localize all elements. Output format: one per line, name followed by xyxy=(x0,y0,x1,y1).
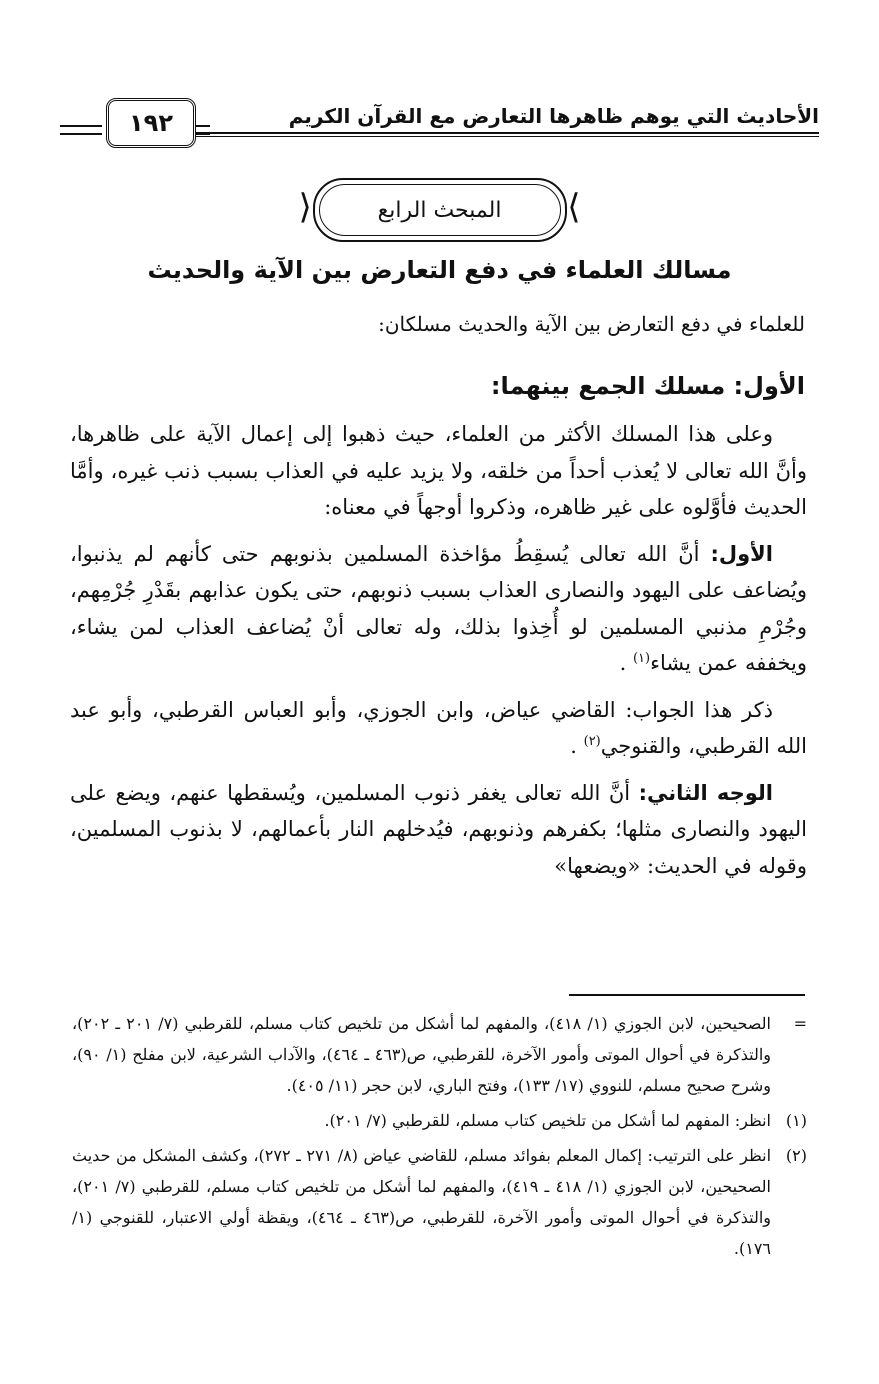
header-rule xyxy=(129,132,819,137)
subheading-first-approach: الأول: مسلك الجمع بينهما: xyxy=(490,372,805,400)
footnote-continuation-mark: = xyxy=(793,1014,807,1033)
footnote-2-text: انظر على الترتيب: إكمال المعلم بفوائد مسلم، للقاضي عياض (٨/ ٢٧١ ـ ٢٧٢)، وكشف المشكل من حديث الصحيحين، لابن الجوزي (١/ ٤١٨ ـ ٤١٩)، والمفهم لما أشكل من تلخيص كتاب مسلم، للقرطبي (٧/ ٢٠١)، والتذكرة في أحوال الموتى وأمور الآخرة، للقرطبي، ص(٤٦٣ ـ ٤٦٤)، ويقظة أولي الاعتبار، للقنوجي (١/ ١٧٦). xyxy=(72,1146,772,1258)
header-title: الأحاديث التي يوهم ظاهرها التعارض مع القرآن الكريم xyxy=(288,104,819,128)
footnote-2-mark: (٢) xyxy=(785,1146,807,1165)
footnote-continuation-text: الصحيحين، لابن الجوزي (١/ ٤١٨)، والمفهم لما أشكل من تلخيص كتاب مسلم، للقرطبي (٧/ ٢٠١ ـ ٢٠٢)، والتذكرة في أحوال الموتى وأمور الآخرة، للقرطبي، ص(٤٦٣ ـ ٤٦٤)، والآداب الشرعية، لابن مفلح (١/ ٩٠)، وشرح صحيح مسلم، للنووي (١٧/ ١٣٣)، وفتح الباري، لابن حجر (١١/ ٤٠٥). xyxy=(72,1014,772,1095)
footnote-separator xyxy=(569,994,805,996)
footnote-2 xyxy=(72,1140,807,1264)
section-intro: للعلماء في دفع التعارض بين الآية والحديث مسلكان: xyxy=(378,312,805,336)
body-text xyxy=(70,416,807,894)
footnote-1-text: انظر: المفهم لما أشكل من تلخيص كتاب مسلم، للقرطبي (٧/ ٢٠١). xyxy=(324,1111,771,1130)
cartouche-curl-left-icon: ⟨ xyxy=(298,187,312,227)
footnotes xyxy=(72,1008,807,1268)
section-cartouche xyxy=(298,178,581,242)
footnote-1 xyxy=(72,1105,807,1136)
footnote-continuation xyxy=(72,1008,807,1101)
paragraph-4 xyxy=(70,775,807,885)
paragraph-2: الأول: أنَّ الله تعالى يُسقِطُ مؤاخذة المسلمين بذنوبهم حتى كأنهم لم يذنبوا، ويُضاعف على اليهود والنصارى العذاب بسبب ذنوبهم، حتى يكون عذابهم بقَدْرِ جُرْمِهم، وجُرْمِ مذنبي المسلمين لو أُخِذوا بذلك، وله تعالى أنْ يُضاعف العذاب لمن يشاء، ويخففه عمن يشاء$^{(١)}$ . xyxy=(70,541,807,675)
paragraph-3-text: ذكر هذا الجواب: القاضي عياض، وابن الجوزي، وأبو العباس القرطبي، وأبو عبد الله القرطبي، والقنوجي xyxy=(70,697,807,758)
footnote-ref-2: (٢) xyxy=(583,734,601,749)
footnote-1-mark: (١) xyxy=(785,1111,807,1130)
paragraph-4-lead: الوجه الثاني: xyxy=(638,780,773,805)
header-ornament-left xyxy=(60,125,102,135)
paragraph-2-lead: الأول: xyxy=(710,541,773,566)
running-header xyxy=(60,98,819,148)
footnote-ref-1: (١) xyxy=(632,651,651,666)
section-cartouche-wrapper xyxy=(0,178,879,242)
paragraph-1: وعلى هذا المسلك الأكثر من العلماء، حيث ذهبوا إلى إعمال الآية على ظاهرها، وأنَّ الله تعالى لا يُعذب أحداً من خلقه، ولا يزيد عليه في العذاب بسبب ذنب غيره، وأمَّا الحديث فأوَّلوه على غير ظاهره، وذكروا أوجهاً في معناه: xyxy=(70,422,807,519)
cartouche-curl-right-icon: ⟩ xyxy=(567,187,581,227)
header-ornament-mid xyxy=(196,125,210,135)
page-number: ١٩٢ xyxy=(106,98,196,148)
paragraph-4-text: أنَّ الله تعالى يغفر ذنوب المسلمين، ويُسقطها عنهم، ويضع على اليهود والنصارى مثلها؛ بكفرهم وذنوبهم، فيُدخلهم النار بأعمالهم، لا بذنوب المسلمين، وقوله في الحديث: «ويضعها» xyxy=(70,780,807,878)
section-label: المبحث الرابع xyxy=(377,197,502,223)
section-title: مسالك العلماء في دفع التعارض بين الآية والحديث xyxy=(147,256,732,284)
paragraph-2-text: أنَّ الله تعالى يُسقِطُ مؤاخذة المسلمين بذنوبهم حتى كأنهم لم يذنبوا، ويُضاعف على اليهود والنصارى العذاب بسبب ذنوبهم، حتى يكون عذابهم بقَدْرِ جُرْمِهم، وجُرْمِ مذنبي المسلمين لو أُخِذوا بذلك، وله تعالى أنْ يُضاعف العذاب لمن يشاء، ويخففه عمن يشاء xyxy=(70,541,807,675)
paragraph-3: ذكر هذا الجواب: القاضي عياض، وابن الجوزي، وأبو العباس القرطبي، وأبو عبد الله القرطبي، والقنوجي$^{(٢)}$ . xyxy=(70,697,807,758)
